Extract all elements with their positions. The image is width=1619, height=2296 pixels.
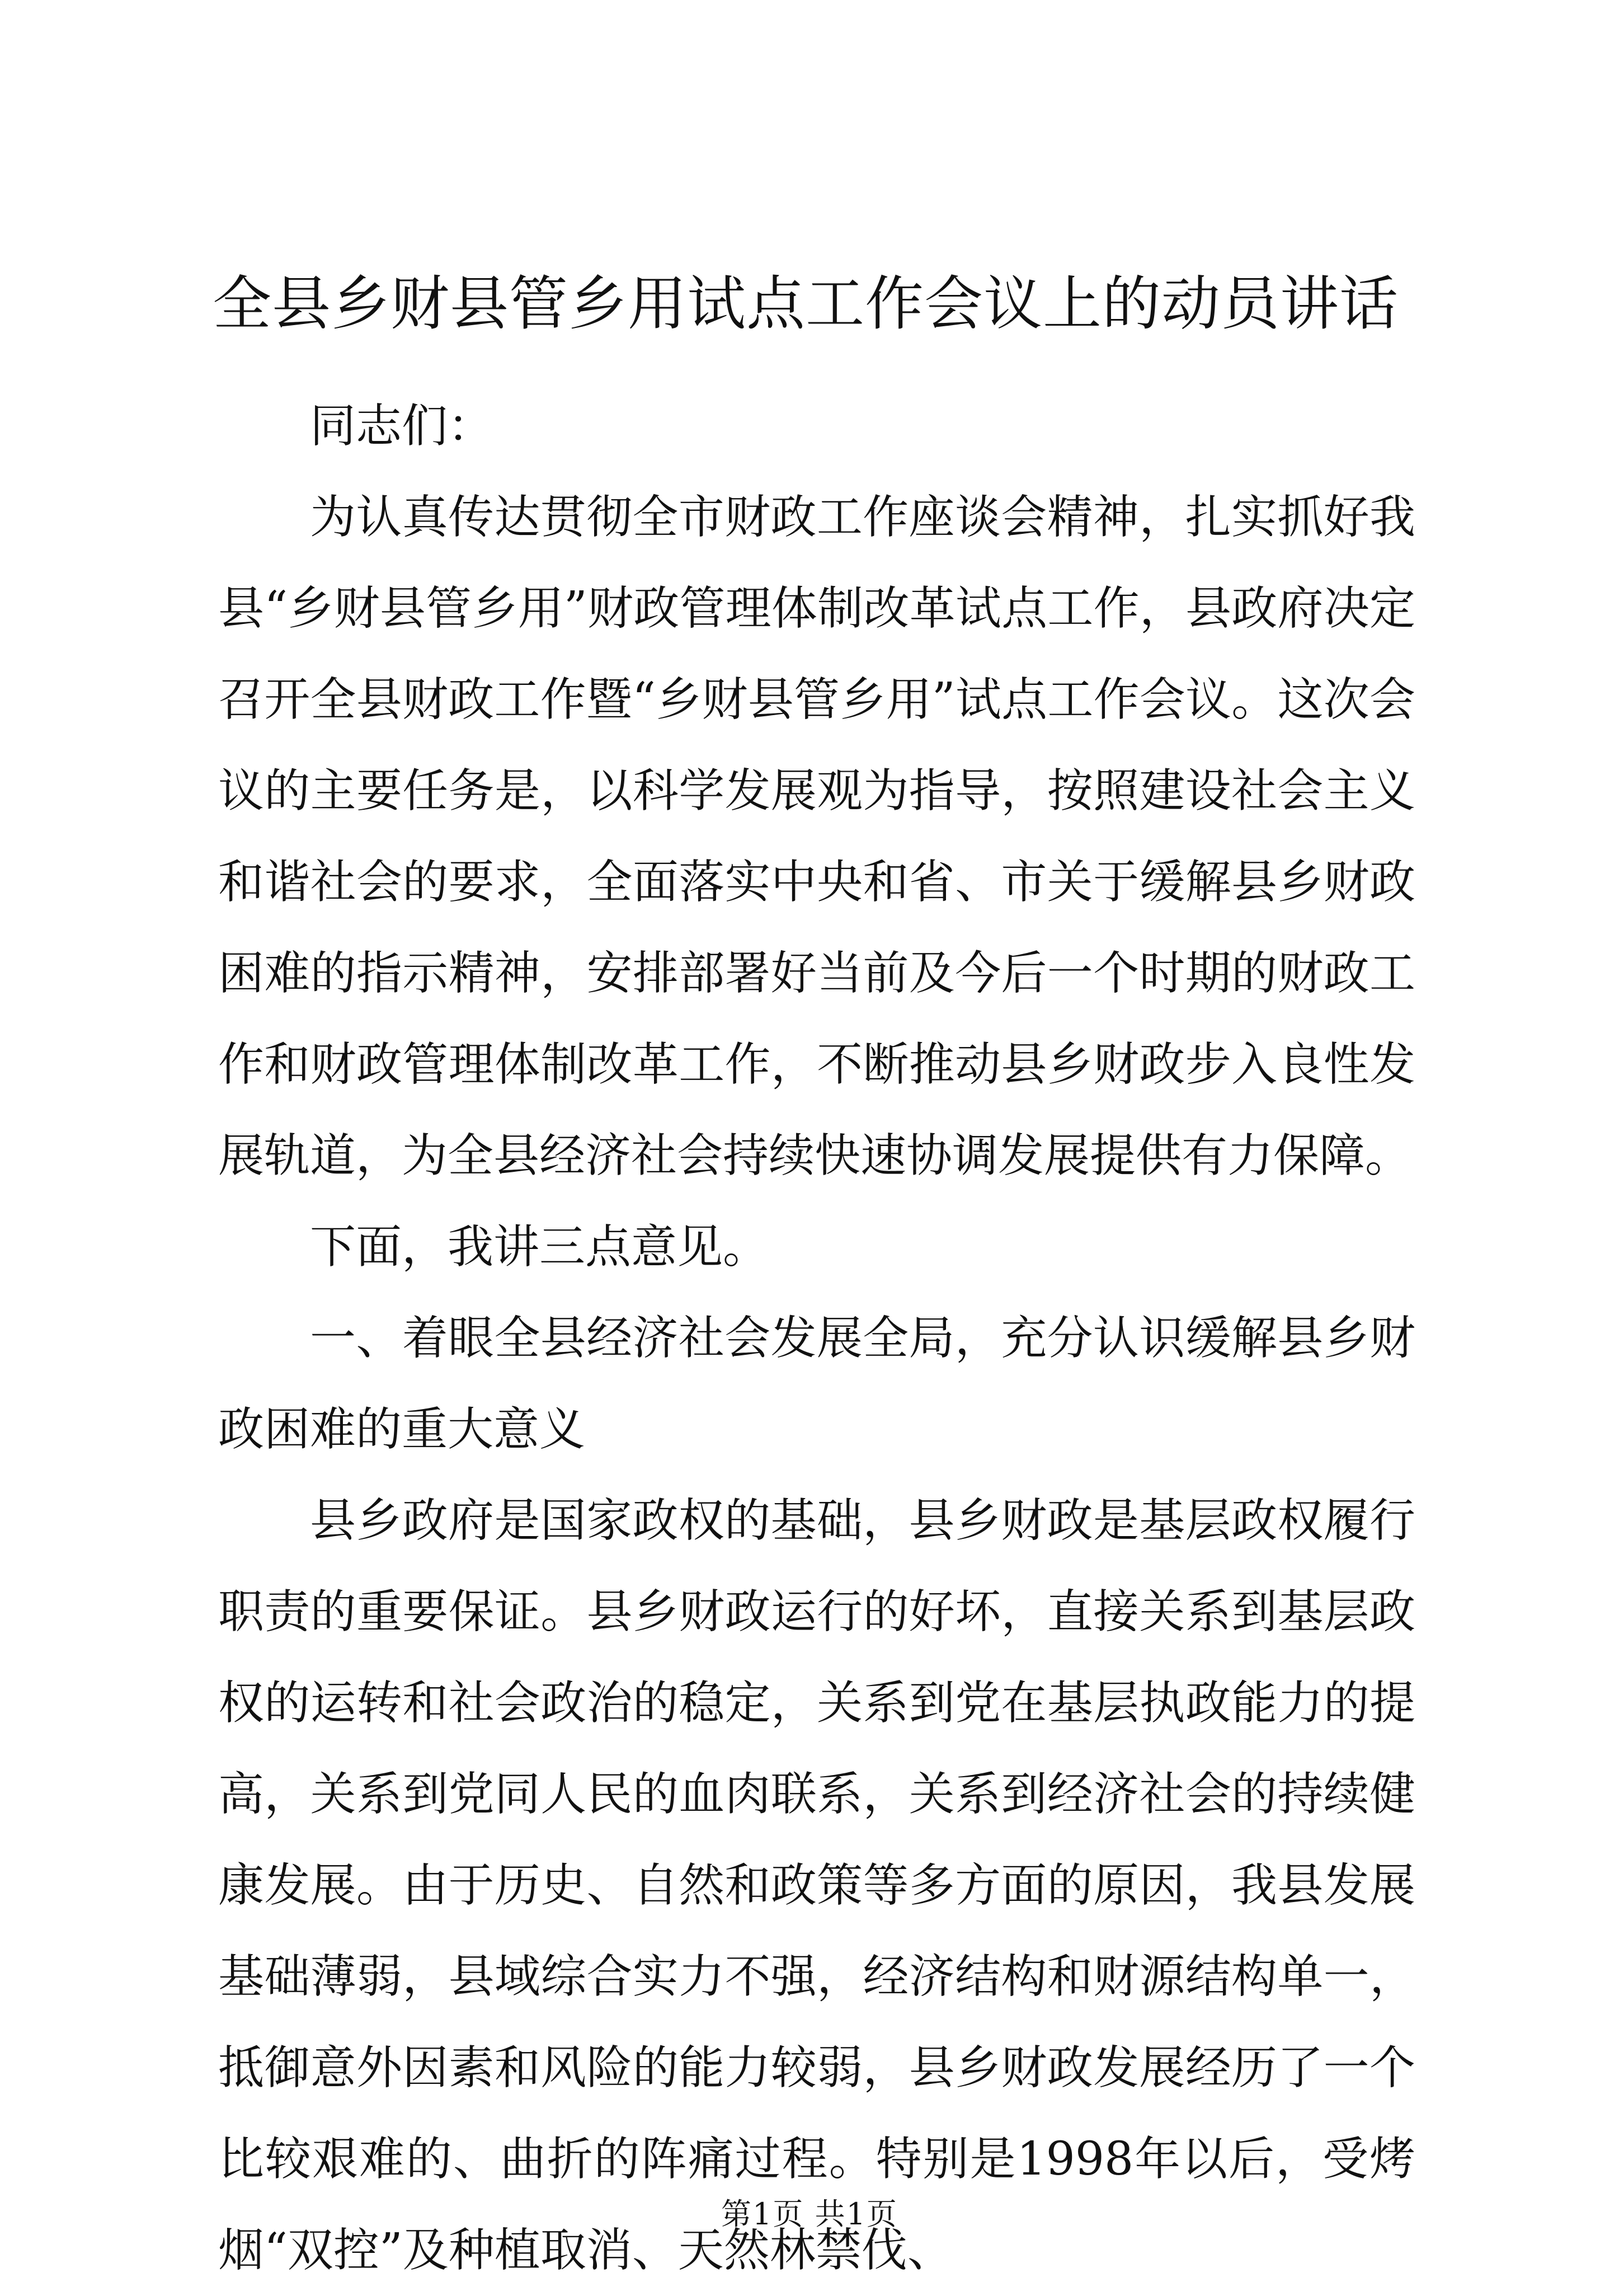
document-title: 全县乡财县管乡用试点工作会议上的动员讲话 <box>213 270 1399 338</box>
body-paragraph: 为认真传达贯彻全市财政工作座谈会精神，扎实抓好我县“乡财县管乡用”财政管理体制改革试点工作，县政府决定召开全县财政工作暨“乡财县管乡用”试点工作会议。这次会议的主要任务是，以科学发展观为指导，按照建设社会主义和谐社会的要求，全面落实中央和省、市关于缓解县乡财政困难的指示精神，安排部署好当前及今后一个时期的财政工作和财政管理体制改革工作，不断推动县乡财政步入良性发展轨道，为全县经济社会持续快速协调发展提供有力保障。 <box>218 491 1415 1182</box>
body-paragraph: 县乡政府是国家政权的基础，县乡财政是基层政权履行职责的重要保证。县乡财政运行的好坏，直接关系到基层政权的运转和社会政治的稳定，关系到党在基层执政能力的提高，关系到党同人民的血肉联系，关系到经济社会的持续健康发展。由于历史、自然和政策等多方面的原因，我县发展基础薄弱，县域综合实力不强，经济结构和财源结构单一，抵御意外因素和风险的能力较弱，县乡财政发展经历了一个比较艰难的、曲折的阵痛过程。特别是1998年以后，受烤烟“双控”及种植取消、天然林禁伐、 <box>218 1494 1415 2277</box>
section-heading: 一、着眼全县经济社会发展全局，充分认识缓解县乡财政困难的重大意义 <box>218 1312 1415 1456</box>
document-body <box>218 381 1415 2296</box>
body-paragraph: 下面，我讲三点意见。 <box>310 1220 769 1274</box>
salutation: 同志们： <box>310 400 494 453</box>
page-number: 第1页 共1页 <box>721 2196 898 2232</box>
